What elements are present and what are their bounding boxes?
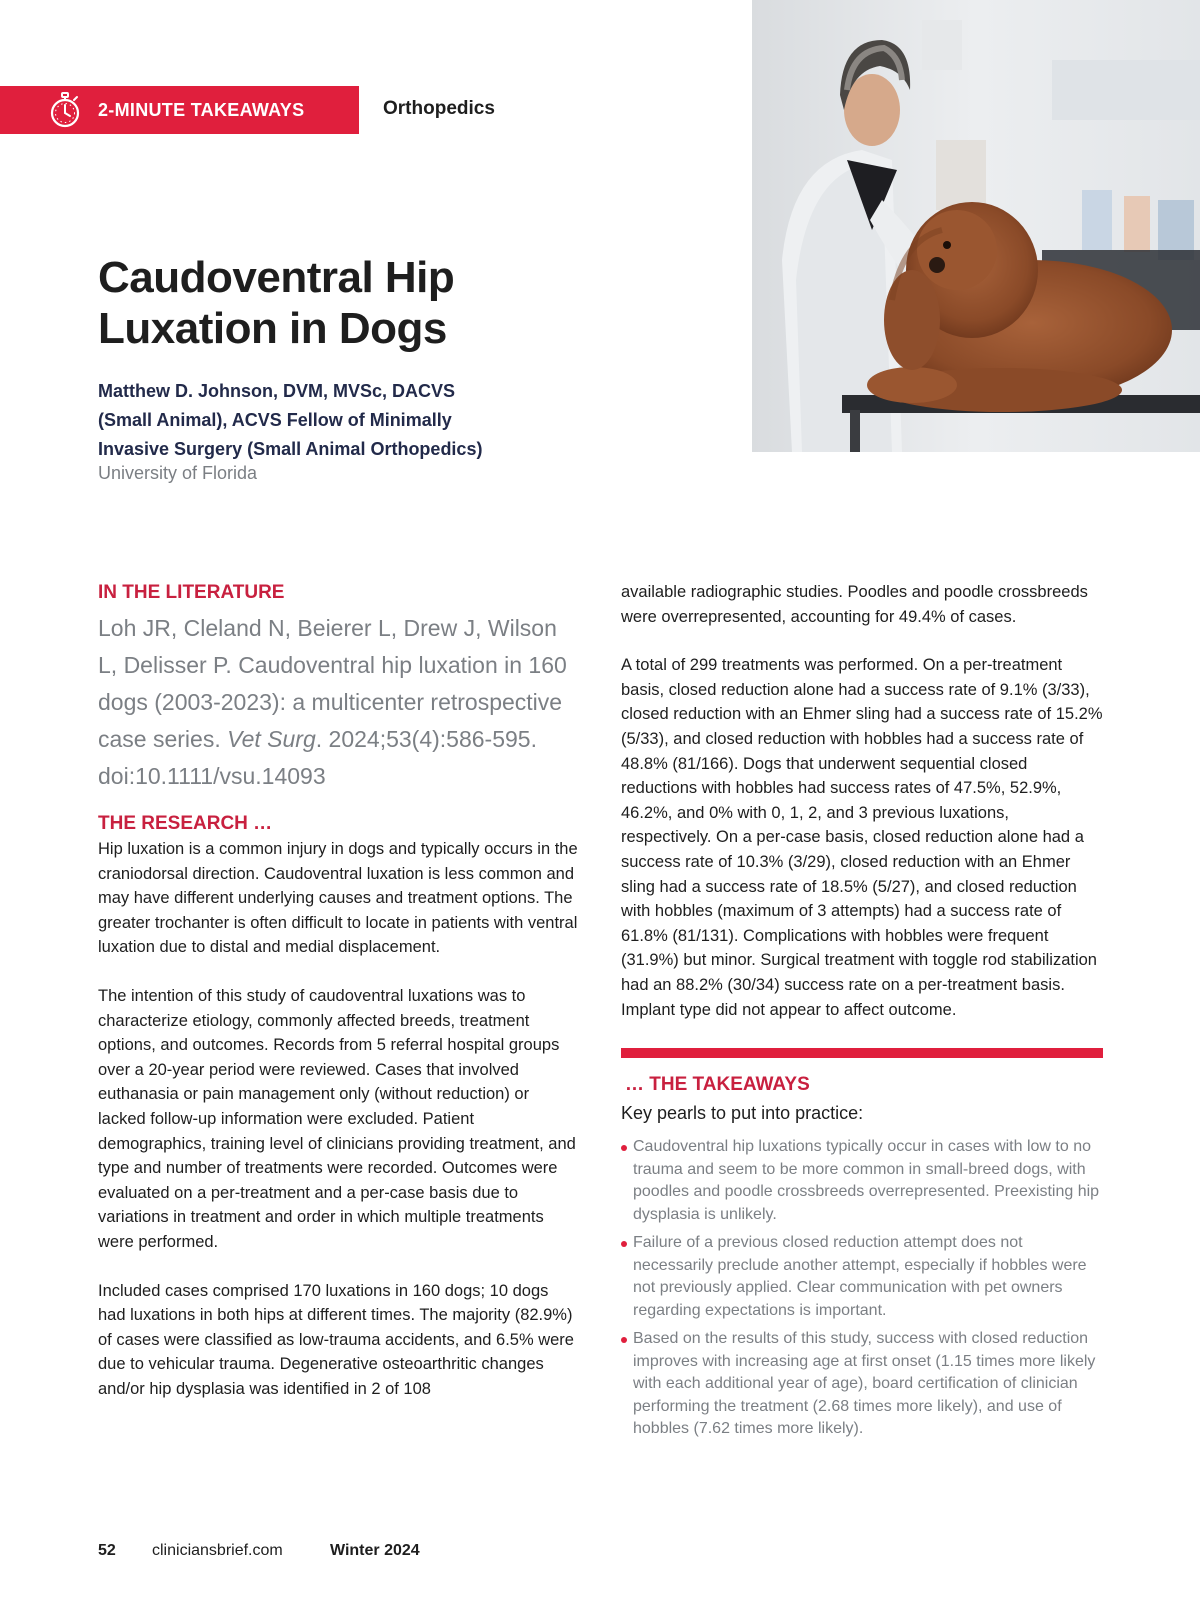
vet-and-dog-photo [752,0,1200,452]
literature-heading: IN THE LITERATURE [98,582,285,603]
list-item: Caudoventral hip luxations typically occur in cases with low to no trauma and seem to be more common in small-breed dogs, with poodles and poodle crossbreeds overrepresented. Preexisting hip dysplasia is unlikely. [621,1136,1103,1226]
takeaways-divider [621,1048,1103,1058]
website: cliniciansbrief.com [152,1542,283,1559]
author-line-1: Matthew D. Johnson, DVM, MVSc, DACVS [98,381,456,401]
stopwatch-icon [48,92,82,128]
page-number: 52 [98,1542,116,1559]
research-paragraph-2: The intention of this study of caudoventral luxations was to characterize etiology, commonly affected breeds, treatment options, and outcomes. Records from 5 referral hospital groups over a 20-year period were reviewed. Cases that involved euthanasia or pain management only (without reduction) or lacked follow-up information were excluded. Patient demographics, training level of clinicians providing treatment, and type and number of treatments were recorded. Outcomes were evaluated on a per-treatment and a per-case basis due to variations in treatment and order in which multiple treatments were performed. [98,986,576,1251]
takeaways-intro: Key pearls to put into practice: [621,1103,864,1124]
title-line-2: Luxation in Dogs [98,304,447,353]
right-column [621,580,1103,1447]
list-item: Failure of a previous closed reduction attempt does not necessarily preclude another attempt, especially if hobbles were not previously applied. Clear communication with pet owners regarding expectations is important. [621,1232,1103,1322]
section-label: Orthopedics [383,98,495,119]
research-paragraph-1: Hip luxation is a common injury in dogs and typically occurs in the craniodorsal direction. Caudoventral luxation is less common and may have different underlying causes and treatment options. The greater trochanter is often difficult to locate in patients with ventral luxation due to distal and medial displacement. [98,840,578,957]
author-line-3: Invasive Surgery (Small Animal Orthopedics) [98,439,483,459]
title-line-1: Caudoventral Hip [98,253,455,302]
takeaways-heading: … THE TAKEAWAYS [625,1074,810,1096]
left-column [98,580,580,1401]
citation-details: . 2024;53(4):586-595. doi:10.1111/vsu.14093 [98,726,537,789]
page-footer [98,1542,420,1560]
author-affiliation: University of Florida [98,463,258,483]
research-paragraph-4: A total of 299 treatments was performed. On a per-treatment basis, closed reduction alone had a success rate of 9.1% (3/33), closed reduction with an Ehmer sling had a success rate of 15.2% (5/33), and closed reduction with hobbles had a success rate of 48.8% (81/166). Dogs that underwent sequential closed reductions with hobbles had success rates of 47.5%, 52.9%, 46.2%, and 0% with 0, 1, 2, and 3 previous luxations, respectively. On a per-case basis, closed reduction alone had a success rate of 10.3% (3/29), closed reduction with an Ehmer sling had a success rate of 18.5% (5/27), and closed reduction with hobbles (maximum of 3 attempts) had a success rate of 61.8% (81/131). Complications with hobbles were frequent (31.9%) but minor. Surgical treatment with toggle rod stabilization had an 88.2% (30/34) success rate on a per-treatment basis. Implant type did not appear to affect outcome. [621,656,1103,1019]
article-title [98,252,618,354]
issue-date: Winter 2024 [330,1542,420,1559]
citation-authors-title: Loh JR, Cleland N, Beierer L, Drew J, Wilson L, Delisser P. Caudoventral hip luxation in 160 dogs (2003-2023): a multicenter retrospective case series. [98,615,567,752]
research-paragraph-3-continued: available radiographic studies. Poodles and poodle crossbreeds were overrepresented, accounting for 49.4% of cases. [621,583,1088,626]
takeaways-list [621,1136,1103,1441]
citation-journal: Vet Surg [227,726,316,752]
research-heading: THE RESEARCH … [98,813,273,834]
author-line-2: (Small Animal), ACVS Fellow of Minimally [98,410,452,430]
author-credentials [98,377,518,464]
list-item: Based on the results of this study, success with closed reduction improves with increasing age at first onset (1.15 times more likely with each additional year of age), board certification of clinician performing the treatment (2.68 times more likely), and use of hobbles (7.62 times more likely). [621,1328,1103,1441]
banner-label: 2-MINUTE TAKEAWAYS [98,99,305,120]
citation [98,610,580,795]
takeaways-banner [0,86,359,134]
research-paragraph-3: Included cases comprised 170 luxations in 160 dogs; 10 dogs had luxations in both hips at different times. The majority (82.9%) of cases were classified as low-trauma accidents, and 6.5% were due to vehicular trauma. Degenerative osteoarthritic changes and/or hip dysplasia was identified in 2 of 108 [98,1281,574,1398]
